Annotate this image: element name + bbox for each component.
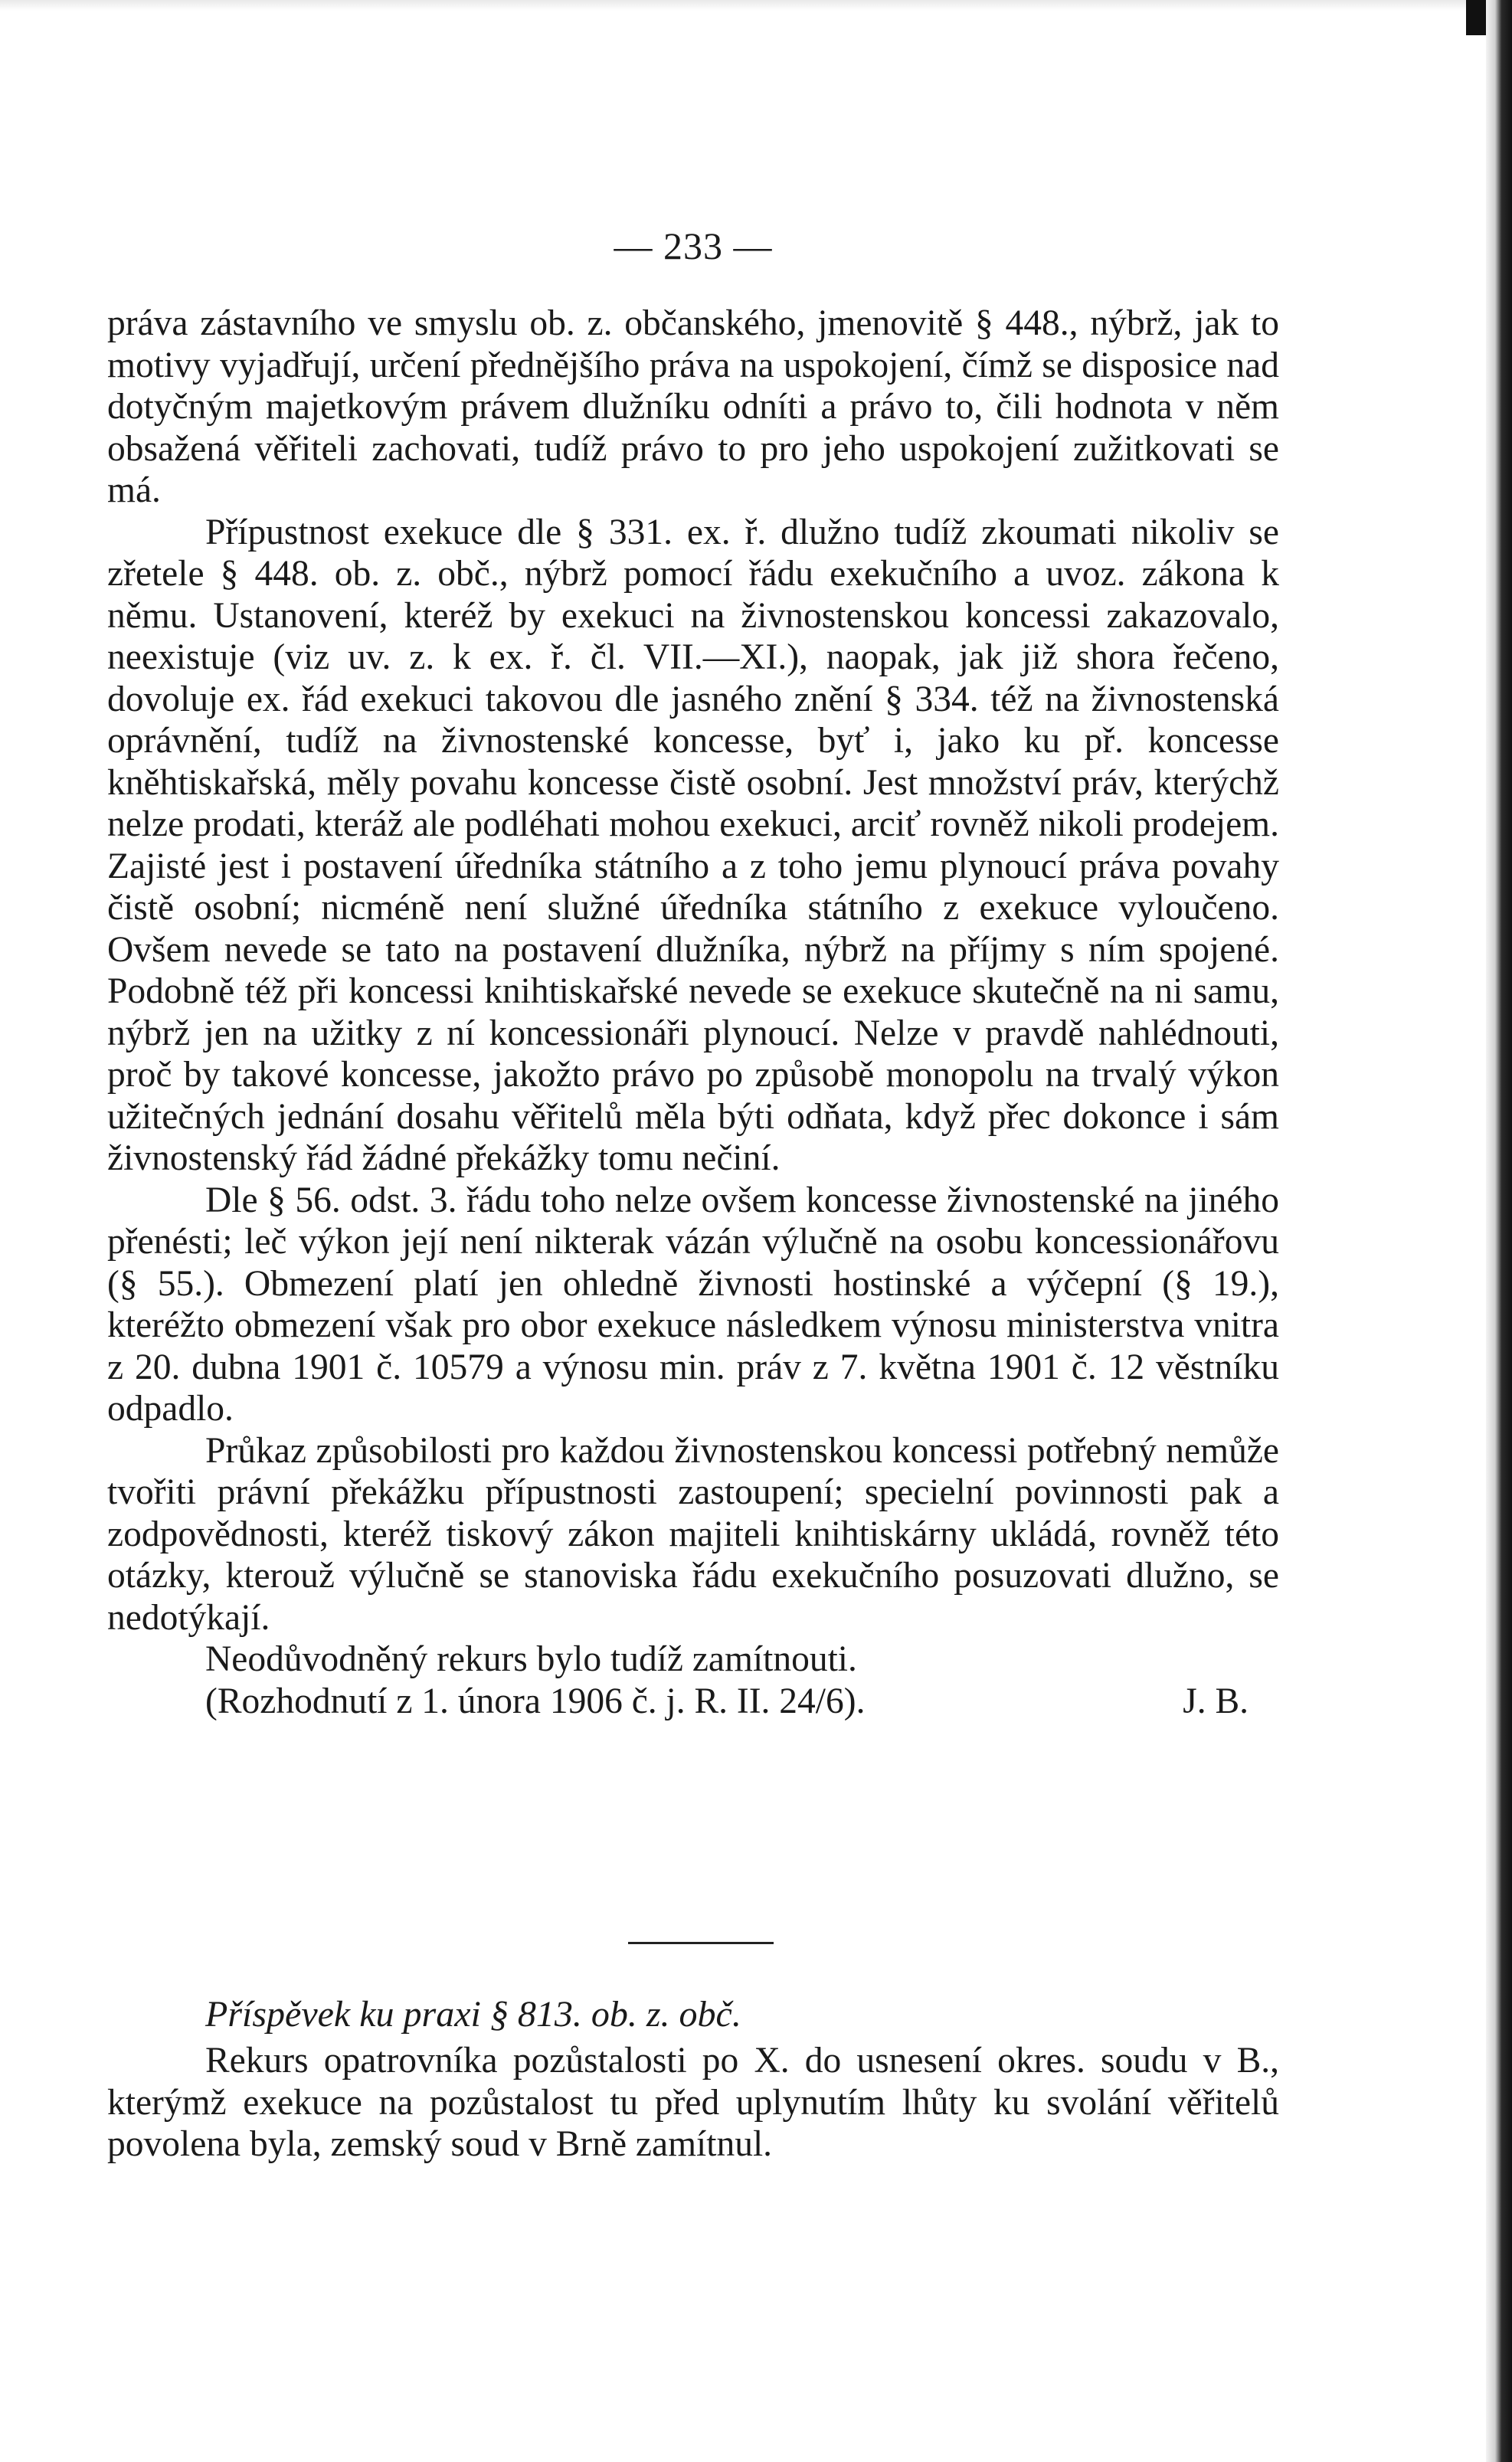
decision-line [107, 1681, 1279, 1723]
section-title: Příspěvek ku praxi § 813. ob. z. obč. [205, 1994, 741, 2035]
page-number: — 233 — [614, 224, 773, 267]
paragraph-5: Neodůvodněný rekurs bylo tudíž zamítnouti. [205, 1639, 857, 1679]
section-divider [628, 1942, 774, 1944]
document-page [107, 0, 1279, 2462]
paragraph-4: Průkaz způsobilosti pro každou živnostenskou koncessi potřebný nemůže tvořiti právní překážku přípustnosti zastoupení; specielní povinnosti pak a zodpovědnosti, kteréž tiskový zákon majiteli knihtiskárny ukládá, rovněž této otázky, kterouž výlučně se stanoviska řádu exekučního posuzovati dlužno, se nedotýkají. [107, 1430, 1279, 1638]
paragraph-3: Dle § 56. odst. 3. řádu toho nelze ovšem koncesse živnostenské na jiného přenésti; leč výkon její není nikterak vázán výlučně na osobu koncessionářovu (§ 55.). Obmezení platí jen ohledně živnosti hostinské a výčepní (§ 19.), kteréžto obmezení však pro obor exekuce následkem výnosu ministerstva vnitra z 20. dubna 1901 č. 10579 a výnosu min. práv z 7. května 1901 č. 12 věstníku odpadlo. [107, 1180, 1279, 1429]
section-paragraph: Rekurs opatrovníka pozůstalosti po X. do usnesení okres. soudu v B., kterýmž exekuce na pozůstalost tu před uplynutím lhůty ku svolání věřitelů povolena byla, zemský soud v Brně zamítnul. [107, 2041, 1279, 2164]
decision-initials: J. B. [1183, 1681, 1249, 1721]
scan-corner-mark [1466, 0, 1486, 35]
section-text [107, 2040, 1279, 2166]
paragraph-2: Přípustnost exekuce dle § 331. ex. ř. dlužno tudíž zkoumati nikoliv se zřetele § 448. ob. z. obč., nýbrž pomocí řádu exekučního a uvoz. zákona k němu. Ustanovení, kteréž by exekuci na živnostenskou koncessi zakazovalo, neexistuje (viz uv. z. k ex. ř. čl. VII.—XI.), naopak, jak již shora řečeno, dovoluje ex. řád exekuci takovou dle jasného znění § 334. též na živnostenská oprávnění, tudíž na živnostenské koncesse, byť i, jako ku př. koncesse kněhtiskařská, měly povahu koncesse čistě osobní. Jest množství práv, kterýchž nelze prodati, kteráž ale podléhati mohou exekuci, arciť rovněž nikoli prodejem. Zajisté jest i postavení úředníka státního a z toho jemu plynoucí práva povahy čistě osobní; nicméně není služné úředníka státního z exekuce vyloučeno. Ovšem nevede se tato na postavení dlužníka, nýbrž na příjmy s ním spojené. Podobně též při koncessi knihtiskařské nevede se exekuce skutečně na ni samu, nýbrž jen na užitky z ní koncessionáři plynoucí. Nelze v pravdě nahlédnouti, proč by takové koncesse, jakožto právo po způsobě monopolu na trvalý výkon užitečných jednání dosahu věřitelů měla býti odňata, když přec dokonce i sám živnostenský řád žádné překážky tomu nečiní. [107, 512, 1279, 1178]
main-text [107, 303, 1279, 1722]
scan-right-edge [1486, 0, 1512, 2462]
paragraph-1: práva zástavního ve smyslu ob. z. občanského, jmenovitě § 448., nýbrž, jak to motivy vyjadřují, určení přednějšího práva na uspokojení, čímž se disposice nad dotyčným majetkovým právem dlužníku odníti a právo to, čili hodnota v něm obsažená věřiteli zachovati, tudíž právo to pro jeho uspokojení zužitkovati se má. [107, 303, 1279, 510]
decision-citation: (Rozhodnutí z 1. února 1906 č. j. R. II. 24/6). [205, 1681, 866, 1721]
